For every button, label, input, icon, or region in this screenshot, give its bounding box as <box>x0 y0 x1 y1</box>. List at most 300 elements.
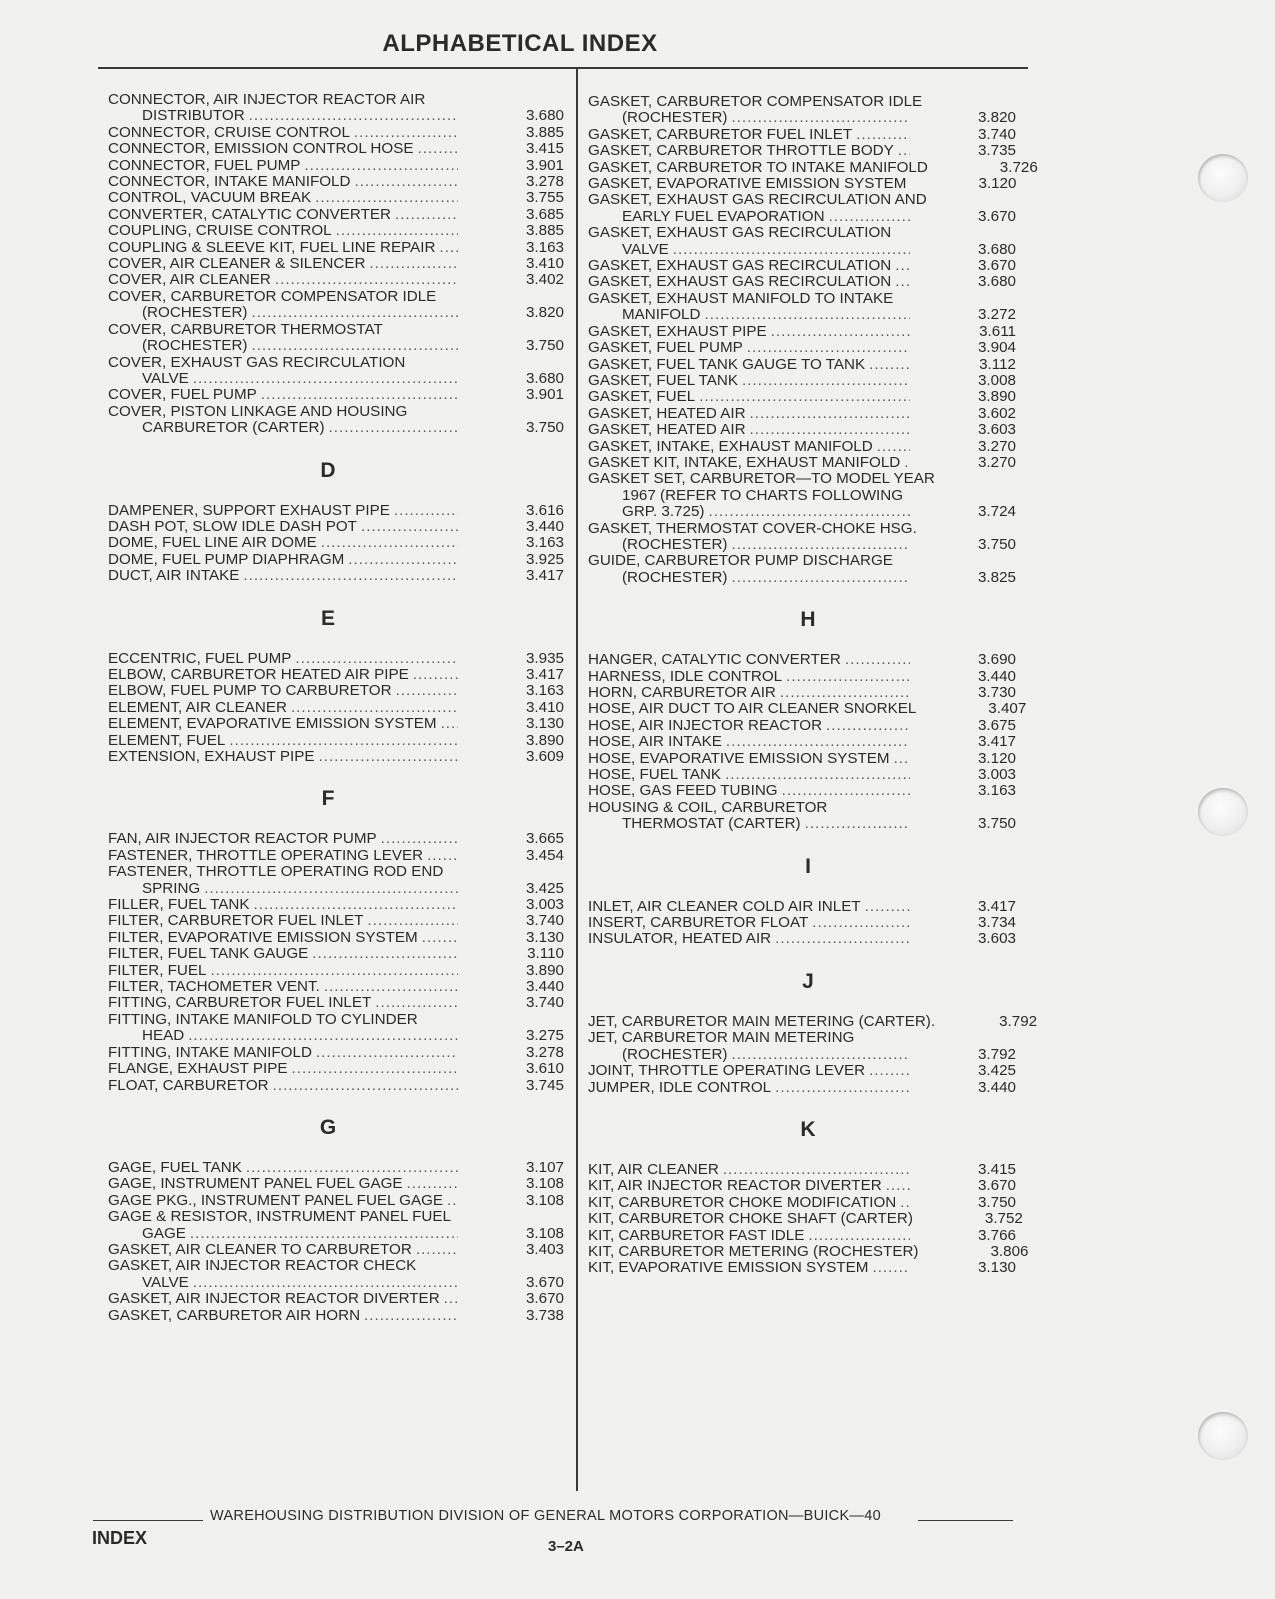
dot-leader <box>291 700 458 716</box>
entry-text: JUMPER, IDLE CONTROL <box>588 1078 772 1096</box>
entry-text: COUPLING & SLEEVE KIT, FUEL LINE REPAIR <box>108 238 436 256</box>
page-reference: 3.108 <box>525 1175 564 1193</box>
entry-text: FLOAT, CARBURETOR <box>108 1076 269 1094</box>
dot-leader <box>865 899 910 915</box>
entry-text: KIT, CARBURETOR CHOKE SHAFT (CARTER) <box>588 1210 913 1228</box>
index-entry <box>108 387 564 403</box>
index-entry <box>108 404 564 437</box>
entry-text: GASKET, CARBURETOR TO INTAKE MANIFOLD <box>588 158 928 176</box>
dot-leader <box>243 568 458 584</box>
entry-text: FILTER, CARBURETOR FUEL INLET <box>108 912 364 930</box>
dot-leader <box>747 340 910 356</box>
dot-leader <box>375 995 458 1011</box>
index-entry <box>588 931 1016 947</box>
entry-text: HOSE, AIR DUCT TO AIR CLEANER SNORKEL <box>588 700 917 718</box>
dot-leader <box>193 1275 458 1291</box>
entry-text: SPRING <box>142 879 201 897</box>
index-entry <box>588 357 1016 373</box>
dot-leader <box>731 1047 910 1063</box>
entry-text: COVER, AIR CLEANER & SILENCER <box>108 255 366 273</box>
page-reference: 3.278 <box>525 1043 564 1061</box>
dot-leader <box>673 242 910 258</box>
entry-text: FLANGE, EXHAUST PIPE <box>108 1060 288 1078</box>
index-entry <box>108 125 564 141</box>
dot-leader <box>354 125 458 141</box>
entry-text: MANIFOLD <box>622 306 701 324</box>
index-entry <box>108 190 564 206</box>
left-column <box>108 92 564 1324</box>
dot-leader <box>808 1228 910 1244</box>
dot-leader <box>780 685 910 701</box>
page-reference: 3.425 <box>525 879 564 897</box>
index-entry <box>108 831 564 847</box>
index-entry <box>108 1193 564 1209</box>
dot-leader <box>898 143 910 159</box>
page-reference: 3.120 <box>978 175 1017 193</box>
dot-leader <box>895 274 910 290</box>
entry-text: GASKET, FUEL <box>588 388 696 406</box>
dot-leader <box>725 767 910 783</box>
entry-text: COVER, CARBURETOR COMPENSATOR IDLE <box>108 287 437 305</box>
entry-text: COVER, EXHAUST GAS RECIRCULATION <box>108 353 406 371</box>
index-entry <box>588 274 1016 290</box>
entry-text: HOUSING & COIL, CARBURETOR <box>588 798 828 816</box>
entry-text: COVER, FUEL PUMP <box>108 386 257 404</box>
page-reference: 3.665 <box>525 830 564 848</box>
index-entry <box>588 783 1016 799</box>
page-reference: 3.415 <box>525 140 564 158</box>
entry-text: DOME, FUEL LINE AIR DOME <box>108 534 317 552</box>
index-entry <box>108 1012 564 1045</box>
index-entry <box>108 733 564 749</box>
entry-text: KIT, CARBURETOR CHOKE MODIFICATION <box>588 1193 897 1211</box>
entry-text: (ROCHESTER) <box>142 304 248 322</box>
index-entry <box>108 848 564 864</box>
page-number: 3–2A <box>548 1538 584 1555</box>
entry-text: FITTING, INTAKE MANIFOLD <box>108 1043 312 1061</box>
dot-leader <box>329 420 458 436</box>
dot-leader <box>275 272 458 288</box>
entry-text: HOSE, EVAPORATIVE EMISSION SYSTEM <box>588 749 890 767</box>
index-entry <box>108 1045 564 1061</box>
page-reference: 3.112 <box>979 355 1016 373</box>
index-entry <box>588 127 1016 143</box>
page-reference: 3.730 <box>977 684 1016 701</box>
page-reference: 3.603 <box>977 930 1016 948</box>
index-entry <box>108 1242 564 1258</box>
page-reference: 3.820 <box>525 304 564 322</box>
page-reference: 3.755 <box>525 189 564 207</box>
entry-text: JET, CARBURETOR MAIN METERING <box>588 1029 855 1047</box>
entry-text: CONNECTOR, FUEL PUMP <box>108 156 301 174</box>
entry-text: EXTENSION, EXHAUST PIPE <box>108 748 315 765</box>
page-reference: 3.270 <box>977 437 1016 455</box>
index-entry <box>108 1078 564 1094</box>
entry-text: KIT, AIR INJECTOR REACTOR DIVERTER <box>588 1177 882 1195</box>
page-reference: 3.925 <box>525 550 564 568</box>
entry-text: INLET, AIR CLEANER COLD AIR INLET <box>588 897 861 915</box>
dot-leader <box>319 749 459 765</box>
page-reference: 3.885 <box>525 123 564 141</box>
index-entry <box>108 1209 564 1242</box>
dot-leader <box>775 931 910 947</box>
section-letter: F <box>321 787 335 811</box>
index-entry <box>108 256 564 272</box>
entry-text: JOINT, THROTTLE OPERATING LEVER <box>588 1062 866 1080</box>
index-entry <box>108 1160 564 1176</box>
page-reference: 3.750 <box>977 535 1016 553</box>
page-reference: 3.690 <box>977 651 1016 669</box>
entry-text: GASKET, CARBURETOR FUEL INLET <box>588 125 853 143</box>
index-entry <box>108 683 564 699</box>
page-reference: 3.417 <box>977 733 1016 751</box>
dot-leader <box>869 357 910 373</box>
index-entry <box>108 749 564 765</box>
page-reference: 3.417 <box>977 897 1016 915</box>
dot-leader <box>336 223 458 239</box>
page-reference: 3.008 <box>977 371 1016 389</box>
entry-text: GASKET, CARBURETOR THROTTLE BODY <box>588 142 894 160</box>
dot-leader <box>812 915 910 931</box>
index-entry <box>108 535 564 551</box>
page-reference: 3.275 <box>525 1027 564 1045</box>
entry-text: GASKET, AIR INJECTOR REACTOR DIVERTER <box>108 1290 440 1308</box>
dot-leader <box>316 1045 458 1061</box>
entry-text: HOSE, AIR INTAKE <box>588 733 722 751</box>
index-entry <box>108 503 564 519</box>
index-entry <box>108 716 564 732</box>
index-entry <box>588 521 1016 554</box>
entry-text: VALVE <box>142 369 189 387</box>
dot-leader <box>188 1028 458 1044</box>
footer-division: WAREHOUSING DISTRIBUTION DIVISION OF GENERAL MOTORS CORPORATION—BUICK—40 <box>210 1508 881 1524</box>
entry-text: CONNECTOR, EMISSION CONTROL HOSE <box>108 140 414 158</box>
index-entry <box>108 700 564 716</box>
page-reference: 3.670 <box>525 1273 564 1291</box>
dot-leader <box>395 207 458 223</box>
entry-text: ELEMENT, AIR CLEANER <box>108 698 287 716</box>
entry-text: KIT, EVAPORATIVE EMISSION SYSTEM <box>588 1259 869 1277</box>
dot-leader <box>321 535 458 551</box>
dot-leader <box>416 1242 458 1258</box>
index-entry <box>108 272 564 288</box>
page-reference: 3.440 <box>977 667 1016 685</box>
page-reference: 3.163 <box>525 534 564 552</box>
dot-leader <box>895 258 910 274</box>
dot-leader <box>381 831 458 847</box>
entry-text: ELBOW, FUEL PUMP TO CARBURETOR <box>108 682 392 700</box>
page-reference: 3.675 <box>977 716 1016 734</box>
entry-text: ECCENTRIC, FUEL PUMP <box>108 649 292 667</box>
entry-text: CONNECTOR, INTAKE MANIFOLD <box>108 173 351 191</box>
page-reference: 3.792 <box>977 1045 1016 1063</box>
dot-leader <box>775 1080 910 1096</box>
dot-leader <box>210 963 458 979</box>
dot-leader <box>731 570 910 586</box>
entry-text: HOSE, FUEL TANK <box>588 766 722 784</box>
dot-leader <box>249 108 458 124</box>
entry-text: GASKET, EXHAUST GAS RECIRCULATION <box>588 273 892 291</box>
page-reference: 3.410 <box>525 255 564 273</box>
dot-leader <box>369 256 458 272</box>
entry-text: (ROCHESTER) <box>142 337 248 355</box>
index-entry <box>588 652 1016 668</box>
dot-leader <box>894 751 910 767</box>
page-reference: 3.685 <box>525 205 564 223</box>
entry-text: GASKET SET, CARBURETOR—TO MODEL YEAR <box>588 470 935 488</box>
entry-text: HORN, CARBURETOR AIR <box>588 684 776 701</box>
entry-text: CONNECTOR, AIR INJECTOR REACTOR AIR <box>108 91 426 108</box>
index-entry <box>588 1260 1016 1276</box>
entry-text: THERMOSTAT (CARTER) <box>622 815 801 833</box>
entry-text: GASKET, AIR CLEANER TO CARBURETOR <box>108 1240 412 1258</box>
entry-text: GAGE & RESISTOR, INSTRUMENT PANEL FUEL <box>108 1208 451 1226</box>
dot-leader <box>315 190 458 206</box>
page-reference: 3.734 <box>977 914 1016 932</box>
index-entry <box>588 1195 1016 1211</box>
page-reference: 3.163 <box>977 782 1016 800</box>
index-entry <box>588 176 1016 192</box>
index-entry <box>588 158 1038 176</box>
entry-text: COVER, PISTON LINKAGE AND HOUSING <box>108 402 408 420</box>
entry-text: GASKET, EXHAUST GAS RECIRCULATION AND <box>588 191 927 209</box>
entry-text: FILTER, FUEL <box>108 961 207 979</box>
dot-leader <box>869 1063 910 1079</box>
footer-rule-right <box>918 1520 1013 1521</box>
dot-leader <box>292 1061 459 1077</box>
page-reference: 3.402 <box>525 271 564 289</box>
entry-text: GASKET, FUEL TANK <box>588 371 738 389</box>
index-entry <box>588 192 1016 225</box>
dot-leader <box>699 389 910 405</box>
entry-text: GASKET, EXHAUST GAS RECIRCULATION <box>588 224 892 242</box>
page-reference: 3.110 <box>527 945 564 963</box>
index-entry <box>588 324 1016 340</box>
index-entry <box>108 92 564 125</box>
dot-leader <box>348 552 458 568</box>
page-reference: 3.890 <box>977 388 1016 406</box>
page-reference: 3.407 <box>988 700 1027 718</box>
dot-leader <box>872 1260 910 1276</box>
dot-leader <box>805 816 910 832</box>
index-entry <box>108 158 564 174</box>
index-entry <box>588 1162 1016 1178</box>
index-entry <box>588 767 1016 783</box>
entry-text: HANGER, CATALYTIC CONVERTER <box>588 651 841 669</box>
index-entry <box>588 143 1016 159</box>
dot-leader <box>354 174 458 190</box>
entry-text: GASKET, EXHAUST GAS RECIRCULATION <box>588 257 892 275</box>
dot-leader <box>324 979 458 995</box>
dot-leader <box>246 1160 458 1176</box>
index-entry <box>588 1210 1023 1228</box>
index-entry <box>588 439 1016 455</box>
dot-leader <box>731 537 910 553</box>
dot-leader <box>254 897 458 913</box>
index-entry <box>588 1063 1016 1079</box>
dot-leader <box>444 1291 458 1307</box>
dot-leader <box>708 504 910 520</box>
entry-text: ELEMENT, FUEL <box>108 731 226 749</box>
index-entry <box>108 946 564 962</box>
section-letter: G <box>319 1115 337 1139</box>
page-reference: 3.440 <box>977 1078 1016 1096</box>
page-reference: 3.270 <box>977 453 1016 471</box>
entry-text: FASTENER, THROTTLE OPERATING ROD END <box>108 863 444 881</box>
column-divider <box>576 69 578 1491</box>
dot-leader <box>886 1178 910 1194</box>
entry-text: ELEMENT, EVAPORATIVE EMISSION SYSTEM <box>108 715 437 733</box>
index-entry <box>588 700 1027 718</box>
index-entry <box>588 718 1016 734</box>
page-reference: 3.454 <box>525 846 564 864</box>
page-reference: 3.825 <box>977 568 1016 586</box>
entry-text: FITTING, CARBURETOR FUEL INLET <box>108 994 372 1012</box>
page-reference: 3.403 <box>525 1240 564 1258</box>
entry-text: CARBURETOR (CARTER) <box>142 419 325 437</box>
entry-text: GRP. 3.725) <box>622 503 705 521</box>
page-reference: 3.935 <box>525 649 564 667</box>
page-reference: 3.890 <box>525 961 564 979</box>
dot-leader <box>731 110 910 126</box>
page-reference: 3.108 <box>525 1191 564 1209</box>
footer-rule-left <box>93 1520 203 1521</box>
entry-text: VALVE <box>622 240 669 258</box>
index-entry <box>108 1258 564 1291</box>
entry-text: GASKET, HEATED AIR <box>588 421 746 439</box>
dot-leader <box>704 307 910 323</box>
section-letter: H <box>800 608 816 632</box>
page-reference: 3.670 <box>977 257 1016 275</box>
page-reference: 3.616 <box>525 501 564 519</box>
index-entry <box>108 979 564 995</box>
entry-text: FAN, AIR INJECTOR REACTOR PUMP <box>108 830 377 848</box>
page-reference: 3.130 <box>525 715 564 733</box>
entry-text: DUCT, AIR INTAKE <box>108 567 240 585</box>
dot-leader <box>742 373 910 389</box>
entry-text: GASKET, FUEL TANK GAUGE TO TANK <box>588 355 866 373</box>
dot-leader <box>273 1078 458 1094</box>
page-reference: 3.670 <box>977 1177 1016 1195</box>
entry-text: DOME, FUEL PUMP DIAPHRAGM <box>108 550 345 568</box>
header-rule <box>98 67 1028 69</box>
index-entry <box>588 1012 1038 1030</box>
page-reference: 3.003 <box>977 766 1016 784</box>
dot-leader <box>782 783 910 799</box>
entry-text: EARLY FUEL EVAPORATION <box>622 207 825 225</box>
index-entry <box>588 258 1016 274</box>
entry-text: GAGE, INSTRUMENT PANEL FUEL GAGE <box>108 1175 403 1193</box>
entry-text: CONVERTER, CATALYTIC CONVERTER <box>108 205 391 223</box>
page-reference: 3.003 <box>525 896 564 914</box>
page-reference: 3.901 <box>525 386 564 404</box>
page-reference: 3.726 <box>999 158 1038 176</box>
index-entry <box>108 1291 564 1307</box>
index-entry <box>588 471 1016 520</box>
index-entry <box>108 864 564 897</box>
page-reference: 3.417 <box>525 567 564 585</box>
page-reference: 3.740 <box>525 994 564 1012</box>
entry-text: GAGE, FUEL TANK <box>108 1158 242 1176</box>
entry-text: DAMPENER, SUPPORT EXHAUST PIPE <box>108 501 390 519</box>
entry-text: CONTROL, VACUUM BREAK <box>108 189 312 207</box>
entry-text: CONNECTOR, CRUISE CONTROL <box>108 123 350 141</box>
page-reference: 3.603 <box>977 421 1016 439</box>
index-entry <box>588 669 1016 685</box>
page-reference: 3.745 <box>525 1076 564 1094</box>
index-entry <box>108 174 564 190</box>
page-reference: 3.680 <box>977 240 1016 258</box>
dot-leader <box>407 1176 458 1192</box>
index-entry <box>588 389 1016 405</box>
page-reference: 3.440 <box>525 978 564 996</box>
entry-text: (ROCHESTER) <box>622 535 728 553</box>
entry-text: INSULATOR, HEATED AIR <box>588 930 772 948</box>
entry-text: GASKET, EXHAUST PIPE <box>588 322 767 340</box>
entry-text: 1967 (REFER TO CHARTS FOLLOWING <box>622 486 904 504</box>
page-reference: 3.680 <box>525 107 564 125</box>
index-entry <box>588 291 1016 324</box>
entry-text: GASKET, HEATED AIR <box>588 404 746 422</box>
dot-leader <box>723 1162 910 1178</box>
index-entry <box>108 995 564 1011</box>
entry-text: INSERT, CARBURETOR FLOAT <box>588 914 809 932</box>
page-reference: 3.750 <box>525 419 564 437</box>
entry-text: KIT, AIR CLEANER <box>588 1160 719 1178</box>
binder-hole-middle <box>1198 788 1248 836</box>
index-entry <box>108 667 564 683</box>
page-reference: 3.415 <box>977 1160 1016 1178</box>
page-reference: 3.611 <box>979 322 1016 340</box>
section-letter: E <box>320 606 335 630</box>
page-reference: 3.130 <box>977 1259 1016 1277</box>
page-reference: 3.752 <box>984 1210 1023 1228</box>
dot-leader <box>422 930 458 946</box>
index-entry <box>108 289 564 322</box>
dot-leader <box>204 881 458 897</box>
page-reference: 3.820 <box>977 109 1016 127</box>
index-entry <box>588 422 1016 438</box>
dot-leader <box>786 669 910 685</box>
binder-hole-top <box>1198 154 1248 202</box>
entry-text: GASKET KIT, INTAKE, EXHAUST MANIFOLD <box>588 453 901 471</box>
index-entry <box>588 225 1016 258</box>
page-reference: 3.680 <box>977 273 1016 291</box>
page-reference: 3.278 <box>525 173 564 191</box>
index-entry <box>108 355 564 388</box>
page-reference: 3.120 <box>977 749 1016 767</box>
index-entry <box>108 1061 564 1077</box>
entry-text: GAGE <box>142 1224 186 1242</box>
dot-leader <box>295 651 458 667</box>
index-entry <box>588 455 1016 471</box>
page-reference: 3.766 <box>977 1226 1016 1244</box>
page-reference: 3.272 <box>977 306 1016 324</box>
entry-text: GASKET, CARBURETOR COMPENSATOR IDLE <box>588 93 923 110</box>
entry-text: JET, CARBURETOR MAIN METERING (CARTER). <box>588 1012 936 1030</box>
page-reference: 3.904 <box>977 339 1016 357</box>
dot-leader <box>447 1193 458 1209</box>
index-entry <box>588 685 1016 701</box>
entry-text: DASH POT, SLOW IDLE DASH POT <box>108 517 357 535</box>
index-entry <box>108 519 564 535</box>
index-entry <box>588 800 1016 833</box>
entry-text: ELBOW, CARBURETOR HEATED AIR PIPE <box>108 665 409 683</box>
dot-leader <box>750 422 910 438</box>
page-reference: 3.885 <box>525 222 564 240</box>
index-entry <box>108 1176 564 1192</box>
index-entry <box>588 1242 1029 1260</box>
